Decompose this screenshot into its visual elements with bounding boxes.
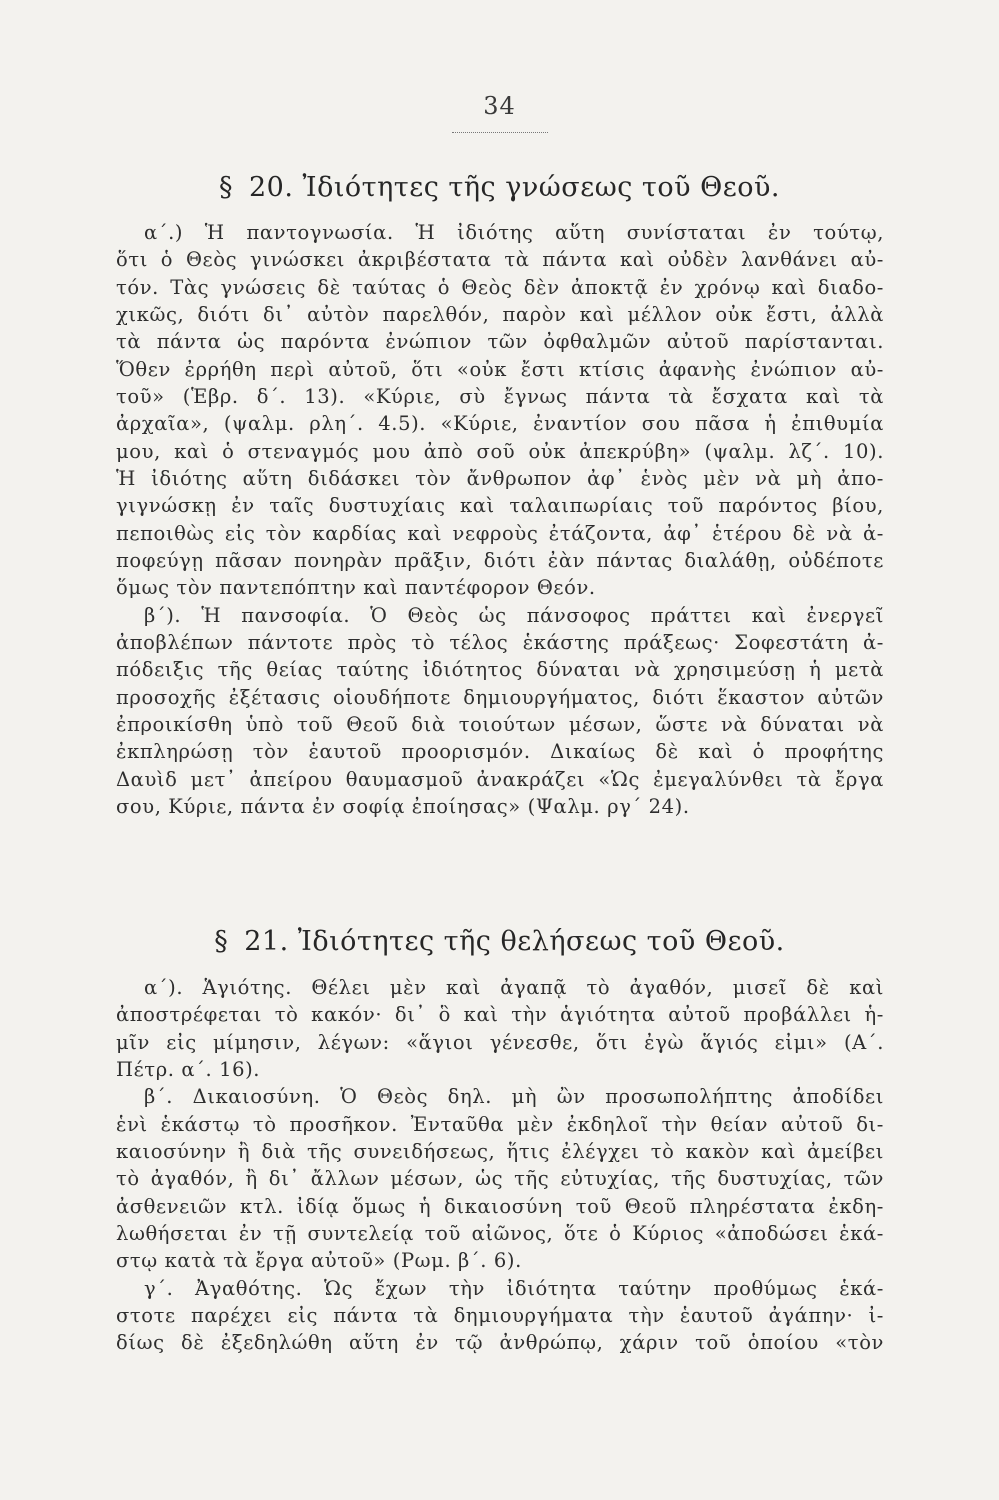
text-line: Ὅθεν ἐρρήθη περὶ αὐτοῦ, ὅτι «οὐκ ἔστι κτίσις ἀφανὴς ἐνώπιον αὐ- (116, 357, 884, 381)
section-symbol: § (218, 172, 233, 203)
section-21-heading (0, 926, 999, 957)
section-20-title: 20. Ἰδιότητες τῆς γνώσεως τοῦ Θεοῦ. (248, 172, 780, 203)
text-line: ἀποστρέφεται τὸ κακόν· δι᾽ ὃ καὶ τὴν ἁγιότητα αὐτοῦ προβάλλει ἡ- (116, 1003, 884, 1027)
text-line: ἀσθενειῶν κτλ. ἰδίᾳ ὅμως ἡ δικαιοσύνη τοῦ Θεοῦ πληρέστατα ἐκδη- (116, 1194, 884, 1218)
text-line: μου, καὶ ὁ στεναγμός μου ἀπὸ σοῦ οὐκ ἀπεκρύβη» (ψαλμ. λζ΄. 10). (116, 439, 884, 463)
page-number: 34 (483, 92, 516, 120)
text-line: λωθήσεται ἐν τῇ συντελείᾳ τοῦ αἰῶνος, ὅτε ὁ Κύριος «ἀποδώσει ἑκά- (116, 1221, 884, 1245)
text-line: α΄.) Ἡ παντογνωσία. Ἡ ἰδιότης αὕτη συνίσταται ἐν τούτῳ, (144, 221, 884, 244)
text-line: στῳ κατὰ τὰ ἔργα αὐτοῦ» (Ρωμ. β΄. 6). (116, 1249, 522, 1273)
section-20-body (116, 219, 884, 820)
text-line: πεποιθὼς εἰς τὸν καρδίας καὶ νεφροὺς ἐτάζοντα, ἀφ᾽ ἑτέρου δὲ νὰ ἀ- (116, 521, 884, 545)
text-line: ἐπροικίσθη ὑπὸ τοῦ Θεοῦ διὰ τοιούτων μέσων, ὥστε νὰ δύναται νὰ (116, 712, 884, 736)
text-line: σου, Κύριε, πάντα ἐν σοφίᾳ ἐποίησας» (Ψαλμ. ργ΄ 24). (116, 794, 690, 818)
text-line: Ἡ ἰδιότης αὕτη διδάσκει τὸν ἄνθρωπον ἀφ᾽ ἑνὸς μὲν νὰ μὴ ἀπο- (116, 466, 884, 490)
text-line: προσοχῆς ἐξέτασις οἱουδήποτε δημιουργήματος, διότι ἕκαστον αὐτῶν (116, 685, 884, 709)
section-21-title: 21. Ἰδιότητες τῆς θελήσεως τοῦ Θεοῦ. (244, 926, 785, 957)
page-number-rule (452, 132, 548, 133)
text-line: ἐκπληρώσῃ τὸν ἑαυτοῦ προορισμόν. Δικαίως δὲ καὶ ὁ προφήτης (116, 740, 884, 764)
text-line: τόν. Τὰς γνώσεις δὲ ταύτας ὁ Θεὸς δὲν ἀποκτᾷ ἐν χρόνῳ καὶ διαδο- (116, 275, 884, 299)
text-line: ὅμως τὸν παντεπόπτην καὶ παντέφορον Θεόν. (116, 576, 596, 600)
text-line: πόδειξις τῆς θείας ταύτης ἰδιότητος δύναται νὰ χρησιμεύσῃ ἡ μετὰ (116, 658, 884, 682)
text-line: τὸ ἀγαθόν, ἢ δι᾽ ἄλλων μέσων, ὡς τῆς εὐτυχίας, τῆς δυστυχίας, τῶν (116, 1167, 884, 1191)
text-line: μῖν εἰς μίμησιν, λέγων: «ἅγιοι γένεσθε, ὅτι ἐγὼ ἅγιός εἰμι» (Α΄. (116, 1030, 884, 1054)
text-line: β΄). Ἡ πανσοφία. Ὁ Θεὸς ὡς πάνσοφος πράττει καὶ ἐνεργεῖ (144, 603, 884, 627)
text-line: δίως δὲ ἐξεδηλώθη αὕτη ἐν τῷ ἀνθρώπῳ, χάριν τοῦ ὁποίου «τὸν (116, 1331, 884, 1355)
section-20-heading (0, 172, 999, 203)
text-line: ὅτι ὁ Θεὸς γινώσκει ἀκριβέστατα τὰ πάντα καὶ οὐδὲν λανθάνει αὐ- (116, 248, 884, 272)
text-line: καιοσύνην ἢ διὰ τῆς συνειδήσεως, ἥτις ἐλέγχει τὸ κακὸν καὶ ἀμείβει (116, 1139, 884, 1163)
text-line: ἀποβλέπων πάντοτε πρὸς τὸ τέλος ἑκάστης πράξεως· Σοφεστάτη ἀ- (116, 630, 884, 654)
text-line: χικῶς, διότι δι᾽ αὐτὸν παρελθόν, παρὸν καὶ μέλλον οὐκ ἔστι, ἀλλὰ (116, 302, 884, 326)
text-line: ἑνὶ ἑκάστῳ τὸ προσῆκον. Ἐνταῦθα μὲν ἐκδηλοῖ τὴν θείαν αὐτοῦ δι- (116, 1112, 884, 1136)
section-symbol: § (214, 926, 229, 957)
text-line: β΄. Δικαιοσύνη. Ὁ Θεὸς δηλ. μὴ ὢν προσωπολήπτης ἀποδίδει (144, 1085, 884, 1109)
text-line: α΄). Ἁγιότης. Θέλει μὲν καὶ ἀγαπᾷ τὸ ἀγαθόν, μισεῖ δὲ καὶ (144, 976, 884, 999)
text-line: στοτε παρέχει εἰς πάντα τὰ δημιουργήματα τὴν ἑαυτοῦ ἀγάπην· ἰ- (116, 1303, 884, 1327)
text-line: ποφεύγῃ πᾶσαν πονηρὰν πρᾶξιν, διότι ἐὰν πάντας διαλάθῃ, οὐδέποτε (116, 548, 884, 572)
text-line: γ΄. Ἀγαθότης. Ὡς ἔχων τὴν ἰδιότητα ταύτην προθύμως ἑκά- (144, 1276, 884, 1300)
text-line: Δαυὶδ μετ᾽ ἀπείρου θαυμασμοῦ ἀνακράζει «Ὡς ἐμεγαλύνθει τὰ ἔργα (116, 767, 884, 791)
text-line: Πέτρ. α΄. 16). (116, 1057, 261, 1081)
text-line: τοῦ» (Ἑβρ. δ΄. 13). «Κύριε, σὺ ἔγνως πάντα τὰ ἔσχατα καὶ τὰ (116, 384, 884, 408)
text-line: τὰ πάντα ὡς παρόντα ἐνώπιον τῶν ὀφθαλμῶν αὐτοῦ παρίστανται. (116, 330, 884, 354)
text-line: ἀρχαῖα», (ψαλμ. ρλη΄. 4.5). «Κύριε, ἐναντίον σου πᾶσα ἡ ἐπιθυμία (116, 412, 884, 436)
text-line: γιγνώσκῃ ἐν ταῖς δυστυχίαις καὶ ταλαιπωρίαις τοῦ παρόντος βίου, (116, 494, 884, 518)
section-21-body (116, 974, 884, 1357)
